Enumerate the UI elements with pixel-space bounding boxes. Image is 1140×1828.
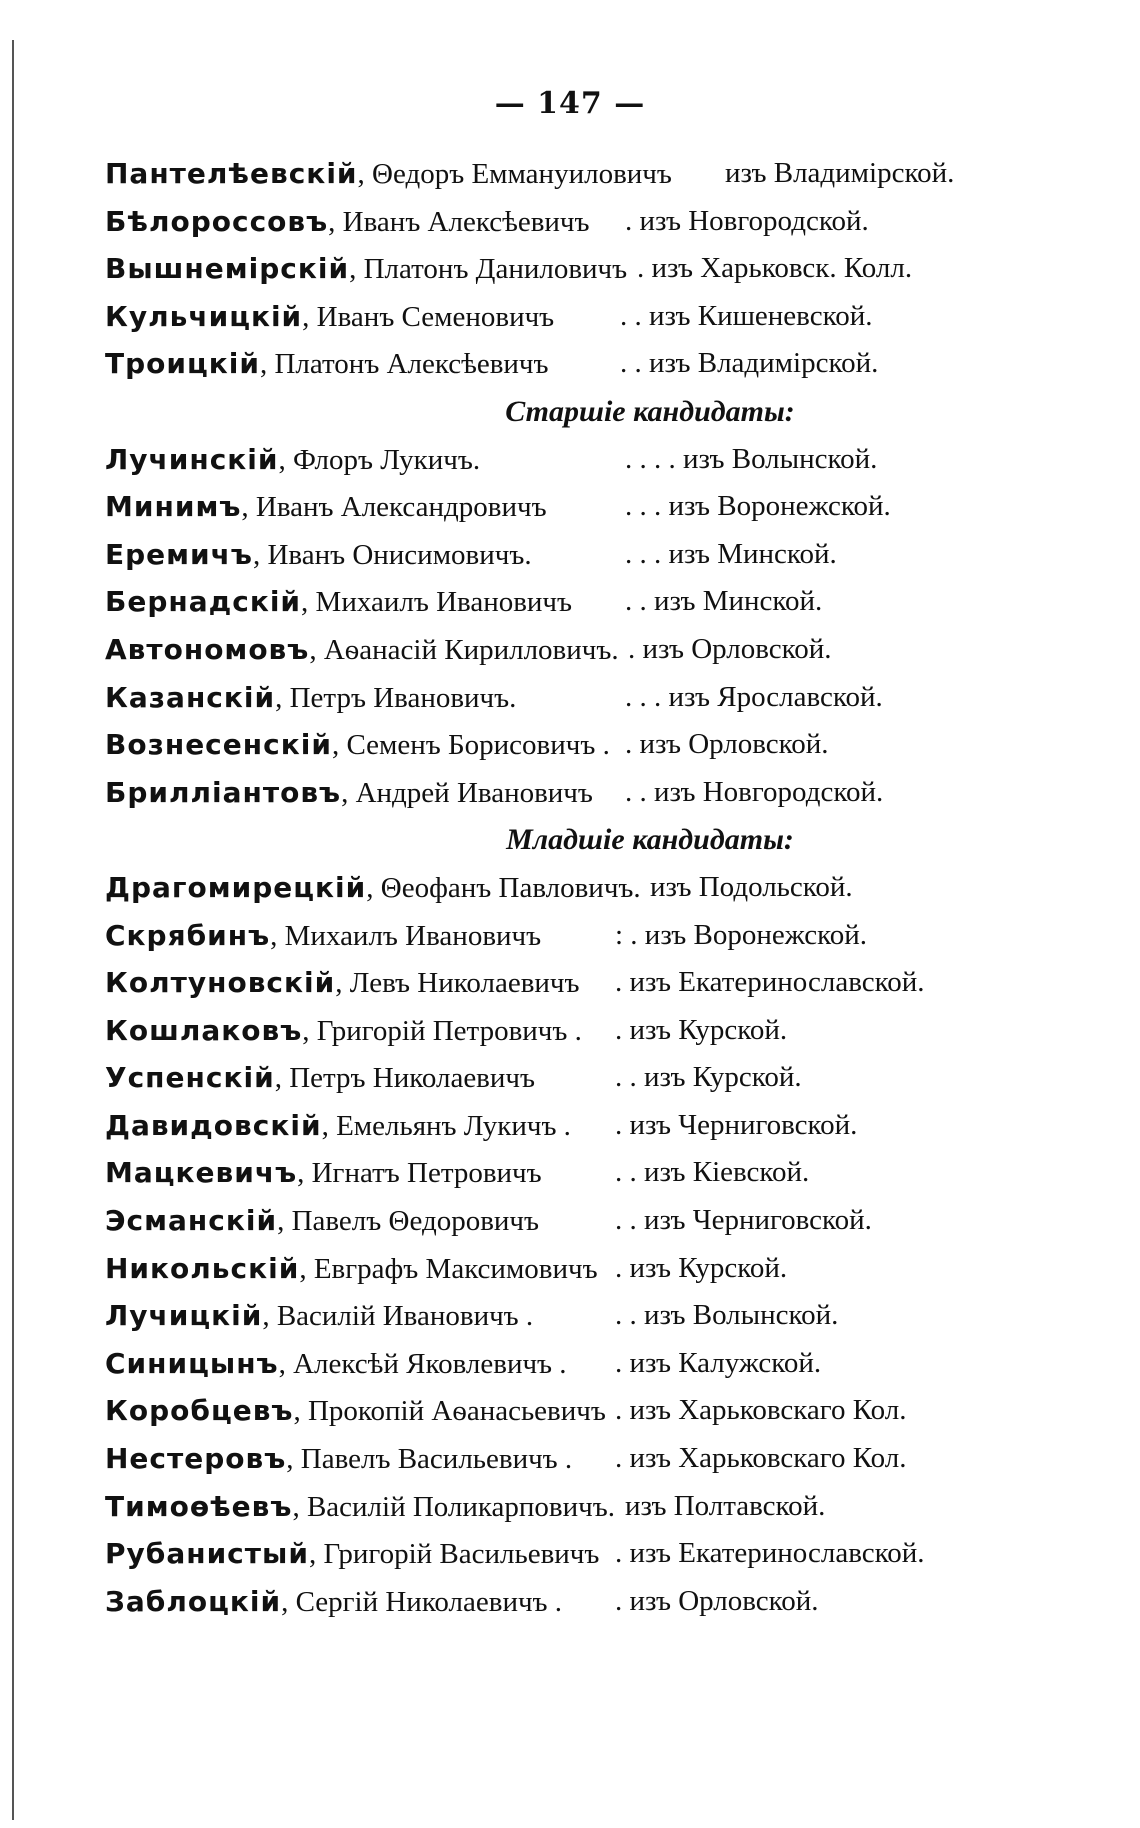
given-name: , Левъ Николаевичъ bbox=[335, 967, 580, 1000]
surname: Успенскій bbox=[105, 1061, 275, 1095]
list-item bbox=[105, 1054, 1055, 1102]
list-item bbox=[105, 1340, 1055, 1388]
origin: . изъ Новгородской. bbox=[625, 204, 869, 237]
given-name: , Θедоръ Еммануиловичъ bbox=[357, 158, 672, 190]
origin: . . . изъ Ярославской. bbox=[625, 680, 883, 713]
given-name: , Семенъ Борисовичъ . bbox=[331, 729, 610, 762]
surname: Скрябинъ bbox=[105, 918, 271, 952]
section-heading: Младшіе кандидаты: bbox=[506, 823, 794, 857]
origin: изъ Подольской. bbox=[650, 870, 853, 903]
given-name: , Иванъ Алексѣевичъ bbox=[328, 205, 590, 238]
list-item bbox=[105, 340, 1055, 388]
list-item bbox=[105, 483, 1055, 531]
surname: Эсманскій bbox=[105, 1204, 278, 1238]
given-name: , Θеофанъ Павловичъ. bbox=[366, 871, 641, 904]
page-left-border bbox=[12, 40, 14, 1820]
origin: . . изъ Черниговской. bbox=[615, 1204, 872, 1237]
list-item bbox=[105, 245, 1055, 293]
given-name: , Иванъ Онисимовичъ. bbox=[252, 538, 532, 571]
origin: . . . изъ Воронежской. bbox=[625, 490, 891, 523]
list-item bbox=[105, 864, 1055, 912]
origin: . . изъ Волынской. bbox=[615, 1299, 839, 1332]
given-name: , Емельянъ Лукичъ . bbox=[321, 1109, 571, 1142]
list-item bbox=[105, 674, 1055, 722]
surname: Троицкій bbox=[105, 347, 260, 381]
surname: Пантелѣевскій bbox=[105, 157, 358, 190]
given-name: , Платонъ Даниловичъ bbox=[349, 253, 628, 286]
surname: Никольскій bbox=[105, 1251, 300, 1285]
origin: . изъ Калужской. bbox=[615, 1346, 822, 1379]
origin: . изъ Харьковскаго Кол. bbox=[615, 1442, 907, 1475]
list-item bbox=[105, 198, 1055, 246]
origin: . . изъ Кишеневской. bbox=[620, 299, 873, 332]
given-name: , Михаилъ Ивановичъ bbox=[270, 919, 542, 952]
surname: Брилліантовъ bbox=[105, 775, 342, 809]
list-item bbox=[105, 578, 1055, 626]
origin: . изъ Харьковск. Колл. bbox=[637, 252, 913, 285]
list-item bbox=[105, 1102, 1055, 1150]
surname: Мацкевичъ bbox=[105, 1156, 298, 1190]
surname: Вознесенскій bbox=[105, 728, 332, 762]
list-item bbox=[105, 150, 1055, 198]
list-item bbox=[105, 293, 1055, 341]
list-item bbox=[105, 1387, 1055, 1435]
given-name: , Иванъ Александровичъ bbox=[241, 491, 547, 524]
surname: Казанскій bbox=[105, 680, 276, 714]
origin: . изъ Орловской. bbox=[615, 1584, 819, 1617]
given-name: , Василій Ивановичъ . bbox=[262, 1300, 534, 1333]
surname: Тимоѳѣевъ bbox=[105, 1489, 293, 1523]
given-name: , Платонъ Алексѣевичъ bbox=[259, 348, 549, 381]
surname: Драгомирецкій bbox=[105, 870, 367, 904]
page-number: — 147 — bbox=[494, 86, 646, 121]
surname: Бѣлороссовъ bbox=[105, 204, 329, 238]
list-item bbox=[105, 626, 1055, 674]
list-item bbox=[105, 1292, 1055, 1340]
origin: . изъ Орловской. bbox=[625, 728, 829, 761]
surname: Бернадскій bbox=[105, 585, 302, 619]
section-heading: Старшіе кандидаты: bbox=[505, 394, 795, 428]
given-name: , Григорій Петровичъ . bbox=[302, 1014, 582, 1047]
given-name: , Михаилъ Ивановичъ bbox=[301, 586, 573, 619]
given-name: , Прокопій Аѳанасьевичъ bbox=[293, 1395, 606, 1428]
origin: . . изъ Владимірской. bbox=[620, 347, 879, 380]
origin: . изъ Орловской. bbox=[628, 632, 832, 665]
origin: . изъ Харьковскаго Кол. bbox=[615, 1394, 907, 1427]
origin: . изъ Екатеринославской. bbox=[615, 966, 925, 999]
surname: Колтуновскій bbox=[105, 966, 336, 1000]
name-list bbox=[105, 150, 1055, 1625]
given-name: , Флоръ Лукичъ. bbox=[278, 443, 481, 476]
origin: изъ Владимірской. bbox=[725, 157, 955, 189]
surname: Кульчицкій bbox=[105, 299, 303, 333]
given-name: , Сергій Николаевичъ . bbox=[281, 1585, 563, 1618]
origin: . изъ Екатеринославской. bbox=[615, 1537, 925, 1570]
origin: . изъ Курской. bbox=[615, 1251, 788, 1284]
origin: изъ Полтавской. bbox=[625, 1489, 826, 1522]
given-name: , Петръ Ивановичъ. bbox=[275, 681, 517, 714]
origin: . . изъ Минской. bbox=[625, 585, 823, 618]
given-name: , Аѳанасій Кирилловичъ. bbox=[309, 633, 619, 666]
surname: Лучицкій bbox=[105, 1299, 263, 1333]
list-item bbox=[105, 436, 1055, 484]
given-name: , Павелъ Васильевичъ . bbox=[286, 1443, 573, 1476]
surname: Коробцевъ bbox=[105, 1394, 294, 1428]
surname: Синицынъ bbox=[105, 1346, 279, 1380]
given-name: , Павелъ Θедоровичъ bbox=[277, 1205, 539, 1238]
given-name: , Евграфъ Максимовичъ bbox=[299, 1252, 598, 1285]
surname: Вышнемірскій bbox=[105, 252, 350, 286]
surname: Нестеровъ bbox=[105, 1442, 287, 1476]
list-item bbox=[105, 959, 1055, 1007]
list-item bbox=[105, 721, 1055, 769]
origin: . . изъ Новгородской. bbox=[625, 775, 884, 808]
list-item bbox=[105, 769, 1055, 817]
surname: Еремичъ bbox=[105, 537, 253, 571]
given-name: , Андрей Ивановичъ bbox=[341, 776, 593, 809]
list-item bbox=[105, 1149, 1055, 1197]
surname: Заблоцкій bbox=[105, 1584, 282, 1618]
surname: Минимъ bbox=[105, 490, 242, 524]
surname: Лучинскій bbox=[105, 442, 279, 476]
origin: . . изъ Курской. bbox=[615, 1061, 802, 1094]
given-name: , Игнатъ Петровичъ bbox=[297, 1157, 542, 1190]
list-item bbox=[105, 1578, 1055, 1626]
list-item bbox=[105, 1197, 1055, 1245]
origin: : . изъ Воронежской. bbox=[615, 918, 868, 951]
surname: Автономовъ bbox=[105, 632, 310, 666]
list-item bbox=[105, 912, 1055, 960]
given-name: , Алексѣй Яковлевичъ . bbox=[278, 1347, 567, 1380]
surname: Рубанистый bbox=[105, 1537, 309, 1571]
origin: . изъ Курской. bbox=[615, 1013, 788, 1046]
list-item bbox=[105, 1530, 1055, 1578]
surname: Кошлаковъ bbox=[105, 1013, 303, 1047]
list-item bbox=[105, 1245, 1055, 1293]
list-item bbox=[105, 1007, 1055, 1055]
list-item bbox=[105, 531, 1055, 579]
given-name: , Иванъ Семеновичъ bbox=[302, 300, 555, 333]
origin: . . . . изъ Волынской. bbox=[625, 442, 878, 475]
given-name: , Василій Поликарповичъ. bbox=[292, 1490, 615, 1523]
origin: . изъ Черниговской. bbox=[615, 1108, 858, 1141]
surname: Давидовскій bbox=[105, 1108, 322, 1142]
list-item bbox=[105, 1435, 1055, 1483]
origin: . . изъ Кіевской. bbox=[615, 1156, 810, 1189]
given-name: , Петръ Николаевичъ bbox=[274, 1062, 535, 1095]
given-name: , Григорій Васильевичъ bbox=[308, 1538, 600, 1571]
origin: . . . изъ Минской. bbox=[625, 537, 837, 570]
list-item bbox=[105, 1483, 1055, 1531]
